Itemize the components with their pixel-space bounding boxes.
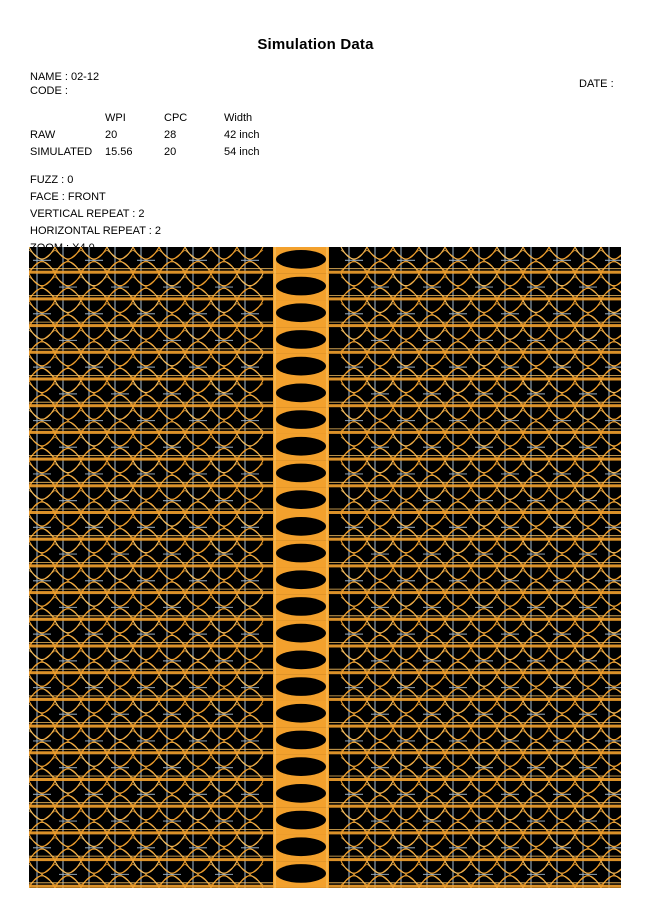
spec-row-simulated <box>30 146 304 163</box>
spec-cell: 20 <box>105 129 118 141</box>
date-field: DATE : <box>579 78 614 90</box>
spec-cell: 28 <box>164 129 177 141</box>
spec-header-row <box>30 112 304 129</box>
spec-cell: 15.56 <box>105 146 133 158</box>
spec-cell: RAW <box>30 129 56 141</box>
name-field: NAME : 02-12 <box>30 71 100 83</box>
param-horizontal-repeat: HORIZONTAL REPEAT : 2 <box>30 225 162 237</box>
fabric-simulation-image <box>29 247 621 888</box>
param-face: FACE : FRONT <box>30 191 106 203</box>
page-title: Simulation Data <box>257 36 374 53</box>
fabric-pattern <box>29 247 621 888</box>
spec-header-cell: CPC <box>164 112 188 124</box>
spec-header-cell: Width <box>224 112 253 124</box>
spec-header-cell <box>30 112 105 129</box>
code-field: CODE : <box>30 85 68 97</box>
spec-cell: 42 inch <box>224 129 260 141</box>
spec-header-cell: WPI <box>105 112 126 124</box>
spec-cell: 20 <box>164 146 177 158</box>
spec-table <box>30 112 304 163</box>
param-fuzz: FUZZ : 0 <box>30 174 74 186</box>
spec-row-raw <box>30 129 304 146</box>
spec-cell: SIMULATED <box>30 146 93 158</box>
spec-cell: 54 inch <box>224 146 260 158</box>
param-vertical-repeat: VERTICAL REPEAT : 2 <box>30 208 145 220</box>
